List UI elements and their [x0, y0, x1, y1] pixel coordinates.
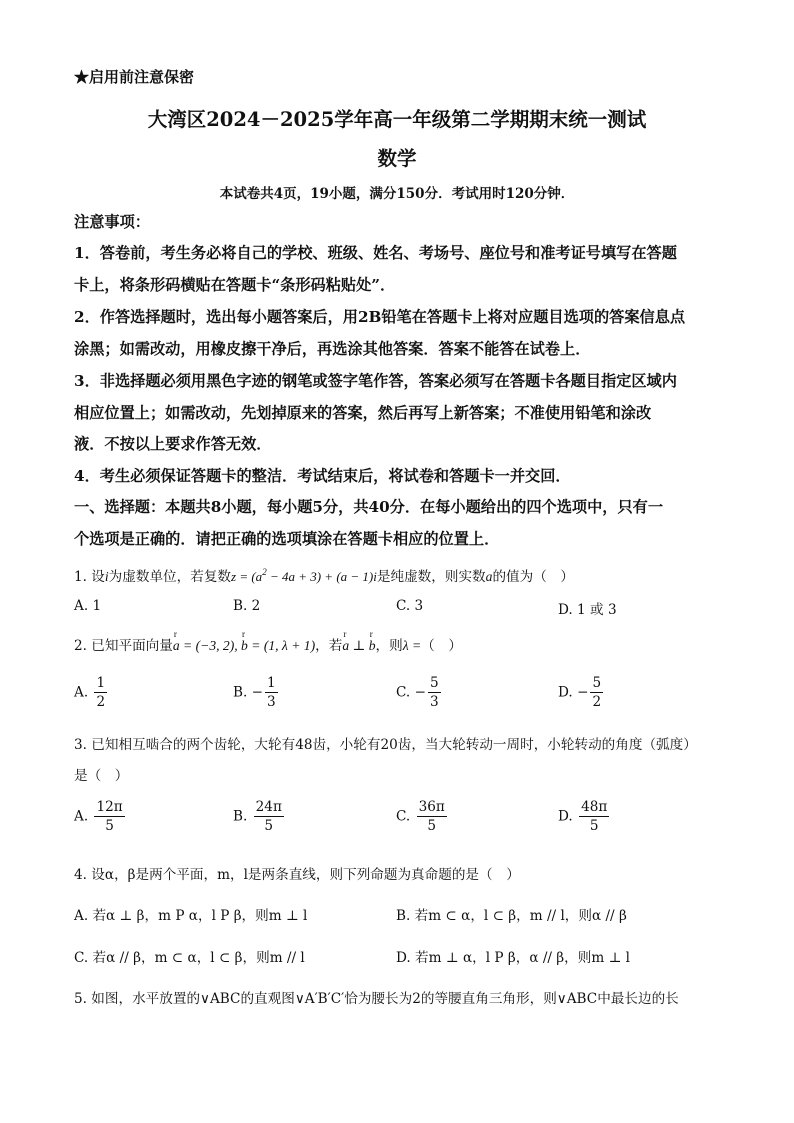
q3-c-num: 36π: [417, 800, 447, 817]
q2-perp-b: r b: [369, 638, 376, 654]
q4-option-b: B. 若m ⊂ α，l ⊂ β，m // l，则α // β: [396, 908, 627, 924]
q1-z-mid: − 4a + 3) + (a − 1)i: [266, 569, 377, 584]
note-2-line-1: 2．作答选择题时，选出每小题答案后，用2B铅笔在答题卡上将对应题目选项的答案信息点: [74, 308, 686, 326]
q2-b-num: 1: [265, 676, 278, 693]
q3-c-label: C.: [396, 808, 411, 825]
q2-b-sign: −: [251, 684, 264, 701]
q2-a-fraction: [94, 676, 107, 710]
q2-b-label: B.: [233, 684, 248, 701]
q2-c-den: 3: [429, 694, 439, 711]
q3-option-c: [396, 800, 449, 834]
section-1-line-1: 一、选择题：本题共8小题，每小题5分，共40分．在每小题给出的四个选项中，只有一: [74, 498, 664, 516]
q2-text-4: （ ）: [421, 638, 462, 654]
note-3-line-2: 相应位置上；如需改动，先划掉原来的答案，然后再写上新答案；不准使用铅笔和涂改: [74, 404, 652, 422]
q1-square: 2: [262, 567, 267, 577]
q1-option-c: C. 3: [396, 598, 424, 614]
section-1-line-2: 个选项是正确的．请把正确的选项填涂在答题卡相应的位置上．: [74, 530, 500, 548]
q2-option-a: [74, 676, 109, 710]
q4-option-c: C. 若α // β，m ⊂ α，l ⊂ β，则m // l: [74, 950, 305, 966]
q2-a-value: = (−3, 2),: [179, 638, 242, 653]
q3-a-fraction: [94, 800, 124, 834]
q3-d-fraction: [579, 800, 609, 834]
q2-option-b: [233, 676, 280, 710]
q3-a-label: A.: [74, 808, 89, 825]
q1-text-3: 是纯虚数，则实数: [376, 569, 486, 585]
q3-option-a: [74, 800, 127, 834]
note-1-line-1: 1．答卷前，考生务必将自己的学校、班级、姓名、考场号、座位号和准考证号填写在答题: [74, 244, 677, 262]
q2-lambda: λ =: [402, 638, 422, 653]
q1-option-b: B. 2: [233, 598, 261, 614]
q2-stem: [74, 634, 462, 654]
q2-vec-b: r b: [241, 638, 248, 654]
q1-text-1: 1. 设: [74, 569, 105, 585]
q2-c-fraction: [428, 676, 441, 710]
note-2-line-2: 涂黑；如需改动，用橡皮擦干净后，再选涂其他答案．答案不能答在试卷上．: [74, 340, 591, 358]
q2-perp-a: r a: [342, 638, 349, 654]
q2-perp-symbol: ⊥: [349, 638, 369, 653]
q2-d-den: 2: [592, 694, 602, 711]
q2-d-label: D.: [558, 684, 573, 701]
q5-stem-line-1: 5. 如图，水平放置的∨ABC的直观图∨A′B′C′恰为腰长为2的等腰直角三角形，则∨ABC中最长边的长: [74, 991, 679, 1007]
q3-d-label: D.: [558, 808, 573, 825]
q2-b-fraction: [265, 676, 278, 710]
note-3-line-3: 液．不按以上要求作答无效．: [74, 435, 272, 453]
q2-a-label: A.: [74, 684, 89, 701]
q2-c-label: C.: [396, 684, 411, 701]
q3-stem-line-1: 3. 已知相互啮合的两个齿轮，大轮有48齿，小轮有20齿，当大轮转动一周时，小轮转动的角度（弧度）: [74, 737, 697, 753]
q3-b-num: 24π: [254, 800, 284, 817]
q2-text-2: ，若: [315, 638, 343, 654]
q3-c-fraction: [417, 800, 447, 834]
q1-i: i: [104, 569, 109, 584]
exam-subject: 数学: [377, 147, 417, 170]
q3-option-b: [233, 800, 286, 834]
q1-text-4: 的值为（ ）: [492, 569, 574, 585]
q3-b-label: B.: [233, 808, 248, 825]
q1-stem: [74, 565, 574, 585]
q1-formula: [231, 569, 377, 584]
exam-info: 本试卷共4页，19小题，满分150分．考试用时120分钟．: [219, 186, 575, 202]
q2-text-3: ，则: [375, 638, 403, 654]
q2-b-den: 3: [267, 694, 276, 711]
q2-a-num: 1: [94, 676, 107, 693]
q4-option-a: A. 若α ⊥ β，m P α，l P β，则m ⊥ l: [74, 908, 308, 924]
q3-b-fraction: [254, 800, 284, 834]
q4-stem: 4. 设α，β是两个平面，m，l是两条直线，则下列命题为真命题的是（ ）: [74, 867, 520, 883]
notes-heading: 注意事项：: [74, 213, 150, 231]
q4-option-d: D. 若m ⊥ α，l P β，α // β，则m ⊥ l: [396, 950, 631, 966]
q2-c-sign: −: [414, 684, 426, 701]
q1-option-d: D. 1 或 3: [558, 602, 617, 618]
q3-b-den: 5: [264, 818, 274, 835]
q3-stem-line-2: 是（ ）: [74, 768, 129, 784]
q2-c-num: 5: [428, 676, 441, 693]
q2-d-num: 5: [590, 676, 603, 693]
q1-text-2: 为虚数单位，若复数: [108, 569, 232, 585]
q1-option-a: A. 1: [74, 598, 102, 614]
q2-vec-a: r a: [173, 638, 180, 654]
note-4: 4．考生必须保证答题卡的整洁．考试结束后，将试卷和答题卡一并交回．: [74, 467, 571, 485]
q3-c-den: 5: [427, 818, 437, 835]
q3-a-den: 5: [105, 818, 114, 835]
q3-a-num: 12π: [94, 800, 124, 817]
q3-option-d: [558, 800, 611, 834]
note-1-line-2: 卡上，将条形码横贴在答题卡“条形码粘贴处”．: [74, 276, 396, 294]
q2-a-den: 2: [96, 694, 106, 711]
q2-option-d: [558, 676, 605, 710]
q3-d-den: 5: [589, 818, 599, 835]
q2-d-fraction: [590, 676, 603, 710]
q2-d-sign: −: [577, 684, 589, 701]
q2-b-value: = (1, λ + 1): [247, 638, 316, 653]
q1-z-pre: z = (a: [231, 569, 263, 584]
q1-a: a: [485, 569, 493, 584]
note-3-line-1: 3．非选择题必须用黑色字迹的钢笔或签字笔作答，答案必须写在答题卡各题目指定区域内: [74, 372, 677, 390]
exam-title: 大湾区2024－2025学年高一年级第二学期期末统一测试: [147, 108, 647, 131]
q2-text-1: 2. 已知平面向量: [74, 638, 173, 654]
confidential-notice: ★启用前注意保密: [74, 68, 195, 86]
q2-option-c: [396, 676, 443, 710]
q3-d-num: 48π: [579, 800, 609, 817]
